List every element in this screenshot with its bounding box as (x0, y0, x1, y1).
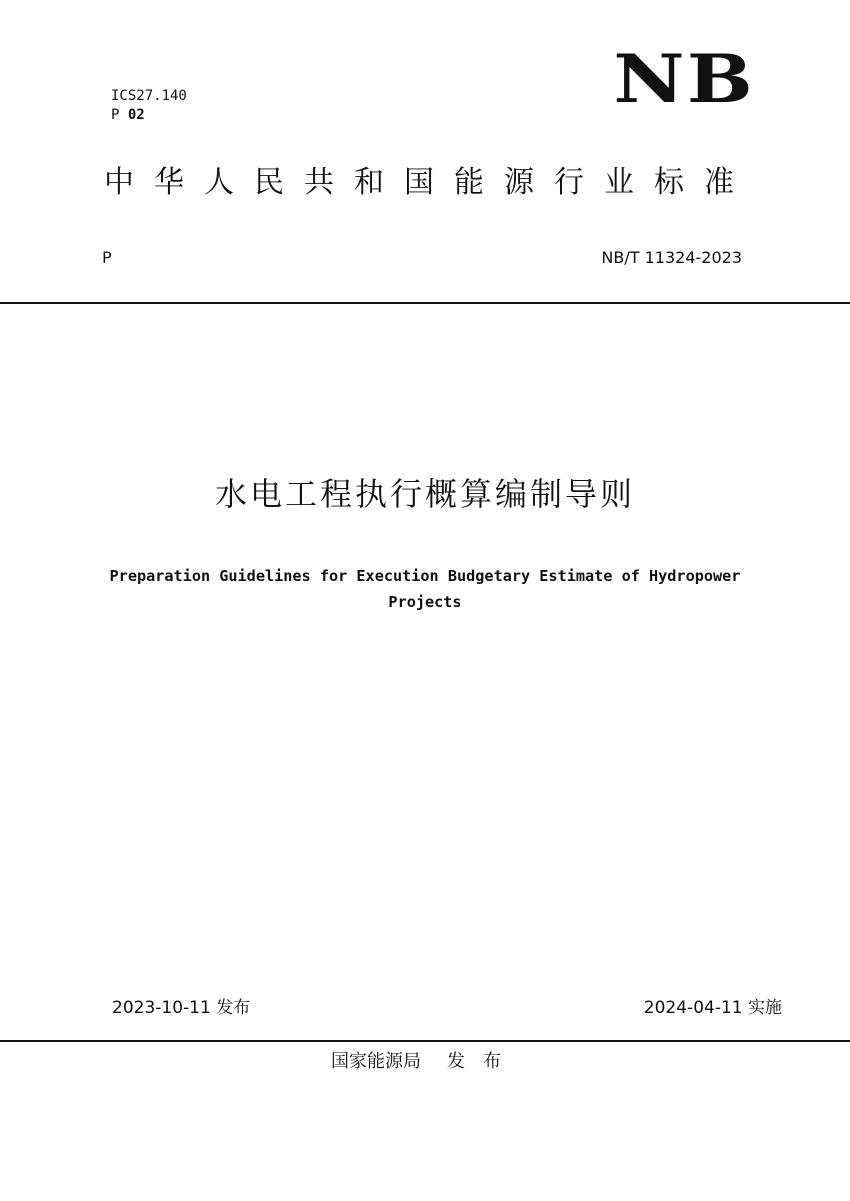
ccs-prefix: P (111, 107, 120, 123)
implementation-date: 2024-04-11 实施 (643, 998, 782, 1018)
ccs-number: 02 (127, 107, 145, 123)
standard-number: NB/T 11324-2023 (601, 248, 742, 267)
publish-action: 发布 (447, 1051, 519, 1072)
ics-code: ICS27.140 (111, 88, 187, 104)
title-english-line-1: Preparation Guidelines for Execution Budgetary Estimate of Hydropower (109, 567, 741, 585)
standard-classification: P (102, 248, 112, 267)
standard-category: 中华人民共和国能源行业标准 (104, 165, 754, 200)
title-chinese: 水电工程执行概算编制导则 (214, 475, 635, 513)
ccs-code (111, 107, 145, 123)
publisher-line (0, 1047, 850, 1073)
bottom-divider (0, 1040, 850, 1042)
nb-logo: NB (613, 40, 755, 118)
publisher-name: 国家能源局 (331, 1051, 421, 1072)
title-english (0, 563, 850, 615)
top-divider (0, 302, 850, 304)
title-english-line-2: Projects (388, 593, 462, 611)
issue-date: 2023-10-11 发布 (112, 998, 251, 1018)
